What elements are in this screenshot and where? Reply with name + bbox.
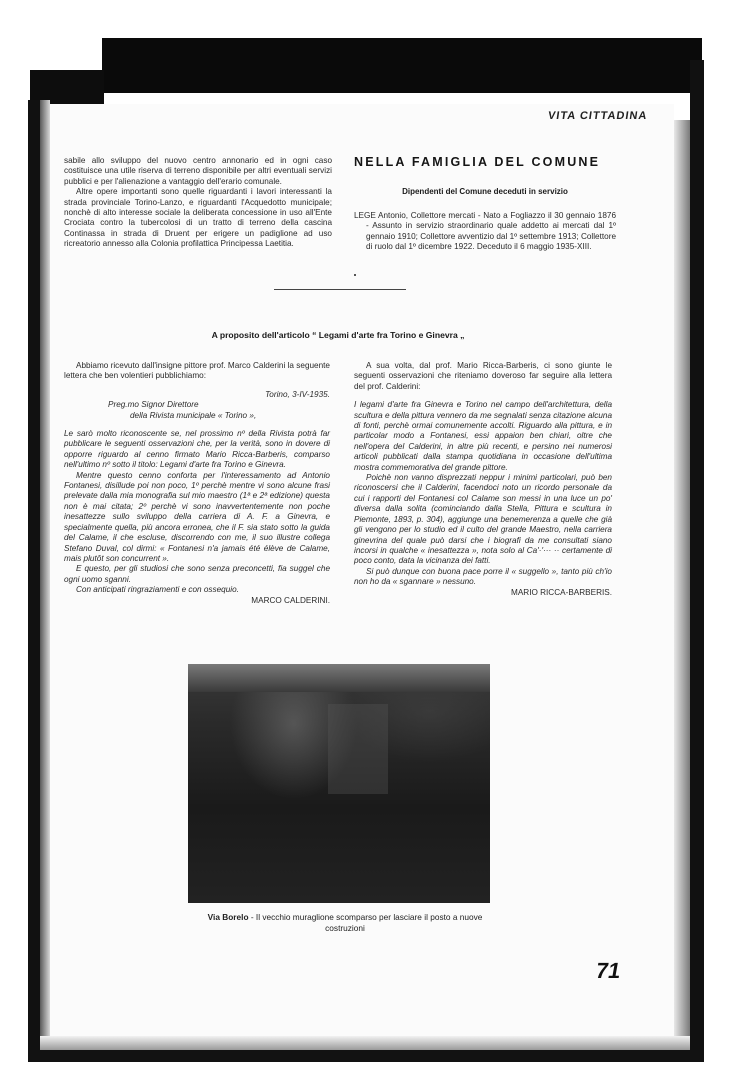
photo-caption	[200, 912, 490, 934]
top-left-column	[64, 156, 332, 250]
reply-paragraph: Poichè non vanno disprezzati neppur i minimi particolari, può ben riconoscersi che il Calderini, facendoci noto un ricordo personale da cui i rapporti del Fontanesi col Calame son messi in una luce un po' diversa dalla solita (cominciando dalla Stella, Pittura e scultura in Piemonte, 1893, p. 304), aggiunge una benemerenza a quelle che già gli vengono per lo studio ed il culto del grande Maestro, nella carriera ginevrina del quale può darsi che i biografi da me consultati siano incorsi in qualche « inesattezza », nota solo al Ca'·'··· ·· certamente di poco conto, data la vicinanza dei fatti.	[354, 473, 612, 566]
letter-column	[64, 361, 330, 606]
reply-signature: MARIO RICCA-BARBERIS.	[511, 587, 612, 597]
obituary-entry	[354, 211, 616, 253]
section-heading: NELLA FAMIGLIA DEL COMUNE	[354, 155, 601, 169]
scan-frame-bottom-shadow	[40, 1036, 690, 1050]
paragraph: sabile allo sviluppo del nuovo centro annonario ed in ogni caso costituisce una utile riserva di terreno disponibile per altri eventuali servizi pubblici e per l'alienazione a vantaggio dell'erario comunale.	[64, 156, 332, 186]
scan-frame-right	[690, 60, 704, 1060]
page-number: 71	[593, 958, 623, 983]
caption-text: - Il vecchio muraglione scomparso per lasciare il posto a nuove costruzioni	[248, 912, 483, 933]
reply-column	[354, 361, 612, 598]
caption-label: Via Borelo	[207, 912, 249, 922]
photo-sky	[188, 664, 490, 692]
letter-salutation: della Rivista municipale « Torino »,	[130, 410, 257, 420]
reply-intro: A sua volta, dal prof. Mario Ricca-Barberis, ci sono giunte le seguenti osservazioni che riteniamo doveroso far seguire alla lettera del prof. Calderini:	[354, 361, 612, 391]
scan-frame-top	[102, 38, 702, 93]
scan-frame-left-shadow	[40, 100, 50, 1055]
separator-dot	[354, 274, 356, 276]
scan-frame-bottom	[28, 1050, 704, 1062]
photo-via-borelo	[188, 664, 490, 903]
reply-paragraph: Si può dunque con buona pace porre il « suggello », tanto più ch'io non ho da « sgannare » nessuno.	[354, 566, 612, 587]
scan-frame-top-left	[30, 70, 104, 104]
scan-frame-left	[28, 100, 40, 1060]
reply-paragraph: I legami d'arte fra Ginevra e Torino nel campo dell'architettura, della scultura e della pittura vennero da me segnalati senza citazione alcuna di fonti, perchè ormai comunemente accolti. Riguardo alla pittura, e in particolar modo a Fontanesi, essi appaion ben chiari, oltre che nell'opera del Calderini, in altre più recenti, e persino nei numerosi articoli pubblicati dalla stampa quotidiana in occasione dell'ultima mostra commemorativa del grande pittore.	[354, 400, 612, 472]
letter-date: Torino, 3-IV-1935.	[265, 389, 330, 399]
letter-paragraph: Mentre questo cenno conforta per l'interessamento ad Antonio Fontanesi, disillude poi non poco, 1º perchè mentre vi sono alcune frasi prelevate dalla mia monografia sul mio maestro (1ª e 2ª edizione) questa non è mai citata; 2º perchè vi sono inavvertentemente non poche inesattezze sullo sviluppo della carriera di A. F. a Ginevra, e specialmente quella, più ancora erronea, che il F. sia stato sotto la guida del Calame, il che escluse, discorrendo con me, il suo illustre collega Stefano Duval, col dirmi: « Fontanesi n'a jamais été élève de Calame, mais plutôt son concurrent ».	[64, 470, 330, 563]
letter-paragraph: E questo, per gli studiosi che sono senza preconcetti, fia suggel che ogni uomo sganni.	[64, 564, 330, 584]
section-subheading: Dipendenti del Comune deceduti in servizio	[402, 187, 568, 196]
scan-frame-right-shadow	[674, 120, 690, 1060]
letter-intro: Abbiamo ricevuto dall'insigne pittore prof. Marco Calderini la seguente lettera che ben volentieri pubblichiamo:	[64, 361, 330, 381]
photo-wall	[328, 704, 388, 794]
section-tag: VITA CITTADINA	[547, 110, 649, 122]
letter-signature: MARCO CALDERINI.	[251, 595, 330, 605]
section-divider	[274, 289, 406, 290]
article-title: A proposito dell'articolo “ Legami d'arte fra Torino e Ginevra „	[211, 330, 465, 340]
letter-salutation: Preg.mo Signor Direttore	[108, 400, 199, 410]
letter-paragraph: Con anticipati ringraziamenti e con ossequio.	[76, 585, 239, 595]
obituary-text: LEGE Antonio, Collettore mercati - Nato a Fogliazzo il 30 gennaio 1876 - Assunto in servizio straordinario quale addetto ai mercati dal 1º gennaio 1910; Collettore avventizio dal 1º settembre 1913; Collettore di ruolo dal 1º dicembre 1922. Deceduto il 6 maggio 1935-XIII.	[354, 211, 616, 252]
paragraph: Altre opere importanti sono quelle riguardanti i lavori interessanti la strada provinciale Torino-Lanzo, e riguardanti l'Acquedotto municipale; nonchè di alto interesse sociale la deliberata concessione in uso all'Ente Crociata contro la tubercolosi di un tratto di terreno della cascina Continassa in strada di Druent per erigere un padiglione ad uso ricreatorio annesso alla Colonia profilattica Principessa Laetitia.	[64, 187, 332, 249]
letter-paragraph: Le sarò molto riconoscente se, nel prossimo nº della Rivista potrà far pubblicare le seguenti osservazioni che, per la verità, sono in dovere di opporre riguardo al cenno firmato Mario Ricca-Barberis, comparso nell'ultimo nº sotto il titolo: Legami d'arte fra Torino e Ginevra.	[64, 429, 330, 470]
